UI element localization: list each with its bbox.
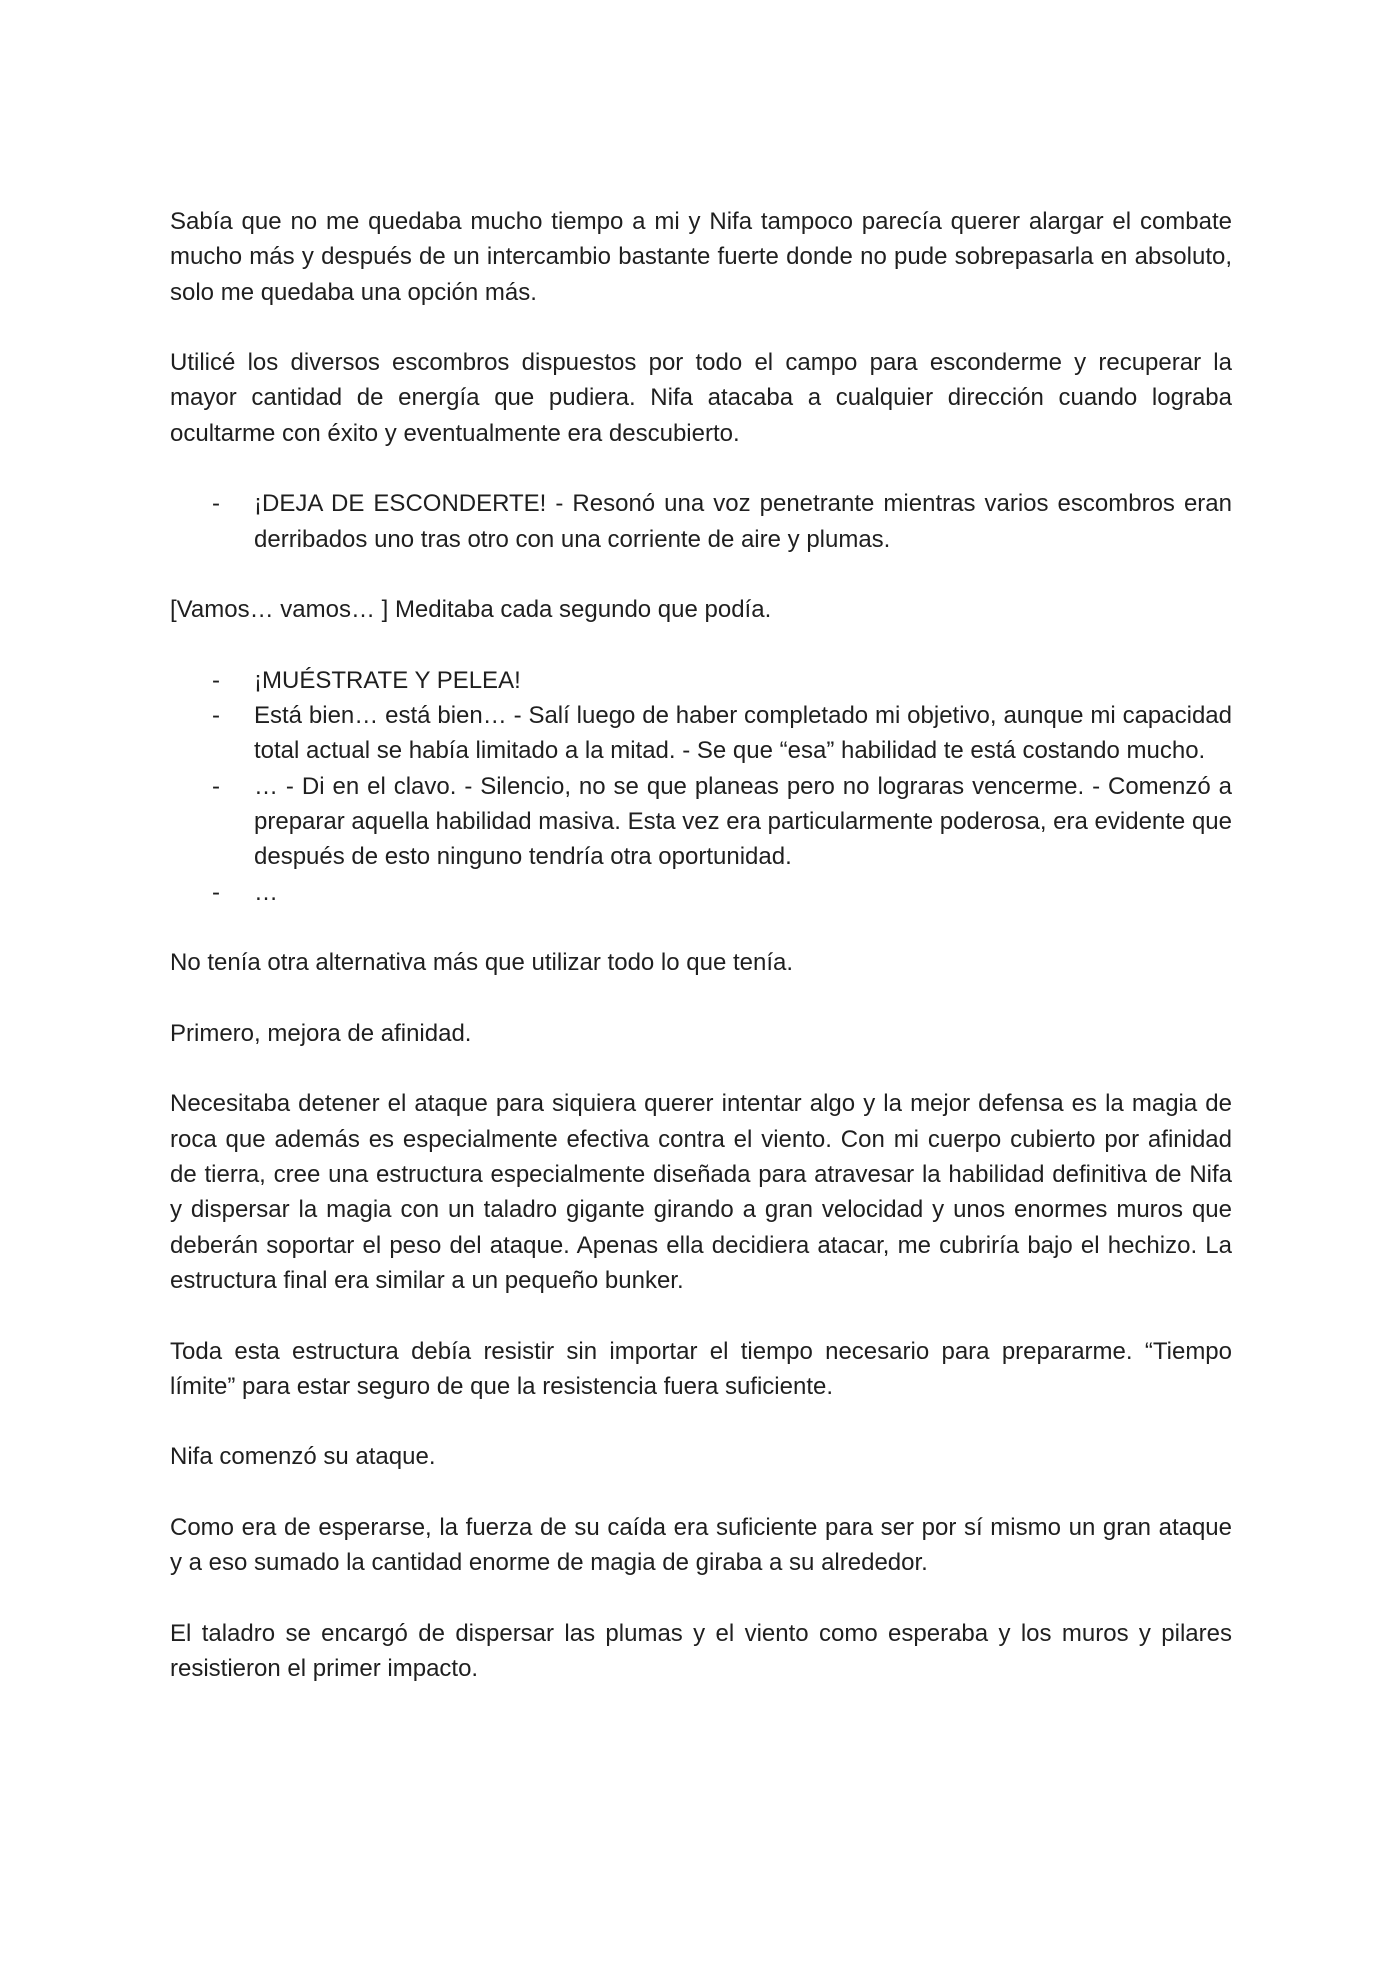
- dialogue-line: [170, 486, 1232, 557]
- dialogue-line: [170, 698, 1232, 769]
- dialogue-line: [170, 663, 1232, 698]
- dialogue-stop-hiding: [170, 486, 1232, 557]
- paragraph-attack-begins: Nifa comenzó su ataque.: [170, 1443, 436, 1471]
- dialogue-dash: -: [212, 702, 220, 730]
- dialogue-text: ¡MUÉSTRATE Y PELEA!: [254, 666, 521, 694]
- paragraph-falling-force: Como era de esperarse, la fuerza de su caída era suficiente para ser por sí mismo un gran ataque y a eso sumado la cantidad enorme de magia de giraba a su alrededor.: [170, 1513, 1232, 1577]
- dialogue-dash: -: [212, 666, 220, 694]
- dialogue-text: Está bien… está bien… - Salí luego de haber completado mi objetivo, aunque mi capacidad total actual se había limitado a la mitad. - Se que “esa” habilidad te está costando mucho.: [254, 702, 1232, 765]
- dialogue-line: [170, 875, 1232, 910]
- dialogue-text: …: [254, 878, 278, 906]
- paragraph-no-alternative: No tenía otra alternativa más que utilizar todo lo que tenía.: [170, 949, 794, 977]
- paragraph-meditating: [Vamos… vamos… ] Meditaba cada segundo que podía.: [170, 596, 772, 624]
- paragraph-hiding-rubble: Utilicé los diversos escombros dispuestos por todo el campo para esconderme y recuperar la mayor cantidad de energía que pudiera. Nifa atacaba a cualquier dirección cuando lograba ocultarme con éxito y eventualmente era descubierto.: [170, 349, 1232, 447]
- dialogue-text: … - Di en el clavo. - Silencio, no se que planeas pero no lograras vencerme. - Comenzó a preparar aquella habilidad masiva. Esta vez era particularmente poderosa, era evidente que después de esto ninguno tendría otra oportunidad.: [254, 772, 1232, 871]
- paragraph-first-impact: El taladro se encargó de dispersar las plumas y el viento como esperaba y los muros y pilares resistieron el primer impacto.: [170, 1619, 1232, 1683]
- dialogue-line: [170, 769, 1232, 875]
- document-body: [170, 204, 1232, 1722]
- paragraph-rock-bunker: Necesitaba detener el ataque para siquiera querer intentar algo y la mejor defensa es la magia de roca que además es especialmente efectiva contra el viento. Con mi cuerpo cubierto por afinidad de tierra, cree una estructura especialmente diseñada para atravesar la habilidad definitiva de Nifa y dispersar la magia con un taladro gigante girando a gran velocidad y unos enormes muros que deberán soportar el peso del ataque. Apenas ella decidiera atacar, me cubriría bajo el hechizo. La estructura final era similar a un pequeño bunker.: [170, 1090, 1232, 1294]
- dialogue-dash: -: [212, 878, 220, 906]
- paragraph-affinity-upgrade: Primero, mejora de afinidad.: [170, 1019, 472, 1047]
- paragraph-combat-opening: Sabía que no me quedaba mucho tiempo a mi y Nifa tampoco parecía querer alargar el combate mucho más y después de un intercambio bastante fuerte donde no pude sobrepasarla en absoluto, solo me quedaba una opción más.: [170, 208, 1232, 306]
- paragraph-time-limit: Toda esta estructura debía resistir sin importar el tiempo necesario para prepararme. “Tiempo límite” para estar seguro de que la resistencia fuera suficiente.: [170, 1337, 1232, 1400]
- dialogue-text: ¡DEJA DE ESCONDERTE! - Resonó una voz penetrante mientras varios escombros eran derribados uno tras otro con una corriente de aire y plumas.: [254, 490, 1232, 553]
- dialogue-confrontation: [170, 663, 1232, 910]
- dialogue-dash: -: [212, 772, 220, 800]
- dialogue-dash: -: [212, 490, 220, 518]
